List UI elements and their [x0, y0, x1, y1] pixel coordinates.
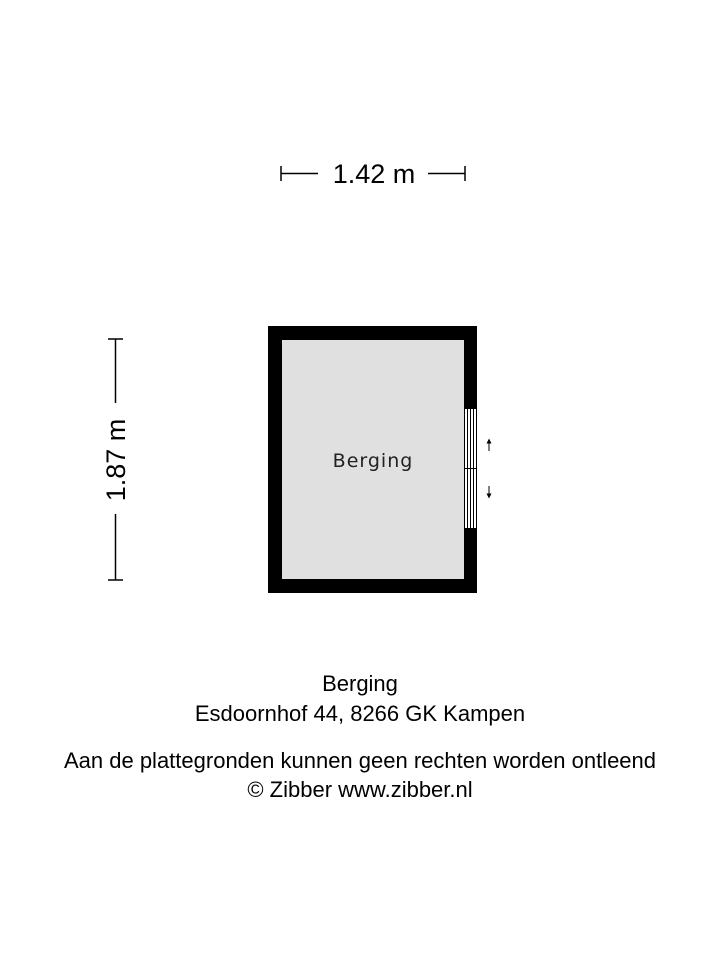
caption-room-name: Berging [322, 671, 398, 696]
room-label: Berging [332, 450, 414, 472]
door-arrow-up-icon [487, 439, 492, 452]
height-dimension-label: 1.87 m [101, 418, 131, 502]
caption-disclaimer: Aan de plattegronden kunnen geen rechten worden ontleend [63, 748, 657, 773]
door-arrow-down-icon [487, 486, 492, 499]
height-dimension [101, 339, 131, 580]
caption-address: Esdoornhof 44, 8266 GK Kampen [194, 701, 526, 726]
width-dimension [281, 159, 465, 189]
width-dimension-label: 1.42 m [332, 159, 416, 189]
caption-copyright: © Zibber www.zibber.nl [247, 777, 473, 802]
room-berging [268, 326, 492, 593]
